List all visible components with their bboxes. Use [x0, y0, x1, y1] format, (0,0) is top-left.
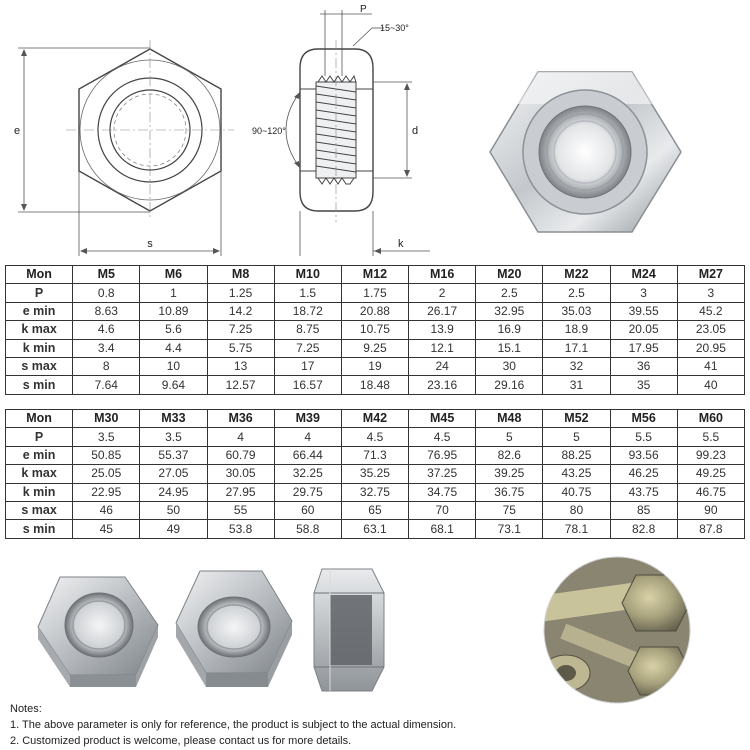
table-cell: 45.2 — [677, 302, 744, 320]
label-s: s — [147, 238, 153, 250]
table-cell: 78.1 — [543, 520, 610, 538]
table-cell: 43.75 — [610, 483, 677, 501]
table-cell: 93.56 — [610, 446, 677, 464]
notes-title: Notes: — [10, 703, 42, 715]
row-label: k max — [6, 465, 73, 483]
table-cell: 60 — [274, 501, 341, 519]
table-cell: 76.95 — [409, 446, 476, 464]
table-cell: 45 — [73, 520, 140, 538]
table-cell: 66.44 — [274, 446, 341, 464]
table-row — [6, 501, 745, 519]
table-cell: 36.75 — [476, 483, 543, 501]
table-cell: 85 — [610, 501, 677, 519]
header-size: M30 — [73, 410, 140, 428]
table-cell: 18.72 — [274, 302, 341, 320]
table-cell: 34.75 — [409, 483, 476, 501]
table-cell: 36 — [610, 357, 677, 375]
header-size: M24 — [610, 266, 677, 284]
table-cell: 87.8 — [677, 520, 744, 538]
table-cell: 7.64 — [73, 376, 140, 394]
table-cell: 31 — [543, 376, 610, 394]
header-size: M16 — [409, 266, 476, 284]
header-size: M6 — [140, 266, 207, 284]
hex-nut-photo-tilted — [176, 571, 292, 687]
table-row — [6, 339, 745, 357]
header-size: M45 — [409, 410, 476, 428]
table-cell: 13 — [207, 357, 274, 375]
table-cell: 1.5 — [274, 284, 341, 302]
table-cell: 4.5 — [341, 428, 408, 446]
table-cell: 32.75 — [341, 483, 408, 501]
table-cell: 9.25 — [341, 339, 408, 357]
table-cell: 46.75 — [677, 483, 744, 501]
table-cell: 50.85 — [73, 446, 140, 464]
table-cell: 8.63 — [73, 302, 140, 320]
table-cell: 3.4 — [73, 339, 140, 357]
header-size: M10 — [274, 266, 341, 284]
header-size: M22 — [543, 266, 610, 284]
header-size: M20 — [476, 266, 543, 284]
table-cell: 82.6 — [476, 446, 543, 464]
front-view — [18, 40, 234, 256]
table-cell: 22.95 — [73, 483, 140, 501]
row-label: P — [6, 284, 73, 302]
label-chamfer: 15~30° — [380, 23, 409, 33]
table-cell: 5 — [543, 428, 610, 446]
table-cell: 14.2 — [207, 302, 274, 320]
table-cell: 32.25 — [274, 465, 341, 483]
table-cell: 99.23 — [677, 446, 744, 464]
row-label: k min — [6, 483, 73, 501]
header-size: M52 — [543, 410, 610, 428]
bolts-circle-photo — [539, 555, 700, 705]
table-cell: 63.1 — [341, 520, 408, 538]
side-view — [286, 10, 430, 256]
table-cell: 39.55 — [610, 302, 677, 320]
table-cell: 3 — [677, 284, 744, 302]
table-cell: 10.75 — [341, 321, 408, 339]
table-cell: 39.25 — [476, 465, 543, 483]
row-label: P — [6, 428, 73, 446]
table-cell: 10.89 — [140, 302, 207, 320]
table-cell: 60.79 — [207, 446, 274, 464]
table-row — [6, 465, 745, 483]
table-cell: 55.37 — [140, 446, 207, 464]
table-cell: 13.9 — [409, 321, 476, 339]
table-cell: 4.5 — [409, 428, 476, 446]
row-label: s min — [6, 520, 73, 538]
table-cell: 46 — [73, 501, 140, 519]
table-cell: 0.8 — [73, 284, 140, 302]
table-cell: 15.1 — [476, 339, 543, 357]
table-cell: 65 — [341, 501, 408, 519]
table-cell: 10 — [140, 357, 207, 375]
table-cell: 12.57 — [207, 376, 274, 394]
table-cell: 17.95 — [610, 339, 677, 357]
table-cell: 2.5 — [543, 284, 610, 302]
header-size: M39 — [274, 410, 341, 428]
label-e: e — [14, 125, 21, 137]
table-row — [6, 376, 745, 394]
note-item: 2. Customized product is welcome, please contact us for more details. — [10, 735, 352, 747]
table-cell: 23.05 — [677, 321, 744, 339]
table-cell: 20.95 — [677, 339, 744, 357]
header-size: M42 — [341, 410, 408, 428]
table-cell: 41 — [677, 357, 744, 375]
table-cell: 25.05 — [73, 465, 140, 483]
table-cell: 20.05 — [610, 321, 677, 339]
table-cell: 27.05 — [140, 465, 207, 483]
table-cell: 1.75 — [341, 284, 408, 302]
table-cell: 40.75 — [543, 483, 610, 501]
header-label: Mon — [6, 266, 73, 284]
table-row — [6, 357, 745, 375]
header-size: M12 — [341, 266, 408, 284]
table-row — [6, 321, 745, 339]
row-label: e min — [6, 302, 73, 320]
table-row — [6, 520, 745, 538]
table-cell: 68.1 — [409, 520, 476, 538]
row-label: k max — [6, 321, 73, 339]
table-cell: 9.64 — [140, 376, 207, 394]
label-angle: 90~120° — [252, 126, 286, 136]
table-cell: 12.1 — [409, 339, 476, 357]
spec-table-1 — [5, 265, 745, 395]
table-cell: 37.25 — [409, 465, 476, 483]
table-row — [6, 284, 745, 302]
header-size: M27 — [677, 266, 744, 284]
table-cell: 24 — [409, 357, 476, 375]
technical-drawing — [0, 0, 750, 262]
table-cell: 27.95 — [207, 483, 274, 501]
table-cell: 4 — [207, 428, 274, 446]
table-cell: 7.25 — [207, 321, 274, 339]
table-cell: 32.95 — [476, 302, 543, 320]
table-cell: 40 — [677, 376, 744, 394]
header-size: M60 — [677, 410, 744, 428]
table-cell: 5 — [476, 428, 543, 446]
table-cell: 3 — [610, 284, 677, 302]
table-cell: 32 — [543, 357, 610, 375]
table-cell: 50 — [140, 501, 207, 519]
table-cell: 30.05 — [207, 465, 274, 483]
table-cell: 35.25 — [341, 465, 408, 483]
row-label: k min — [6, 339, 73, 357]
table-cell: 55 — [207, 501, 274, 519]
table-cell: 5.75 — [207, 339, 274, 357]
table-cell: 16.57 — [274, 376, 341, 394]
table-cell: 2.5 — [476, 284, 543, 302]
note-item: 1. The above parameter is only for reference, the product is subject to the actual dimension. — [10, 719, 457, 731]
table-cell: 8.75 — [274, 321, 341, 339]
table-cell: 3.5 — [140, 428, 207, 446]
table-cell: 2 — [409, 284, 476, 302]
table-cell: 29.75 — [274, 483, 341, 501]
row-label: e min — [6, 446, 73, 464]
header-size: M8 — [207, 266, 274, 284]
table-cell: 90 — [677, 501, 744, 519]
hex-nut-photo-angled — [38, 577, 158, 687]
table-row — [6, 483, 745, 501]
table-cell: 5.6 — [140, 321, 207, 339]
table-row — [6, 428, 745, 446]
table-cell: 18.48 — [341, 376, 408, 394]
table-cell: 73.1 — [476, 520, 543, 538]
table-row — [6, 446, 745, 464]
table-cell: 49.25 — [677, 465, 744, 483]
table-cell: 29.16 — [476, 376, 543, 394]
table-header-row — [6, 410, 745, 428]
table-header-row — [6, 266, 745, 284]
notes — [10, 701, 456, 749]
table-cell: 5.5 — [610, 428, 677, 446]
table-cell: 71.3 — [341, 446, 408, 464]
table-cell: 35.03 — [543, 302, 610, 320]
table-cell: 16.9 — [476, 321, 543, 339]
table-cell: 88.25 — [543, 446, 610, 464]
table-cell: 35 — [610, 376, 677, 394]
table-cell: 43.25 — [543, 465, 610, 483]
table-cell: 80 — [543, 501, 610, 519]
header-size: M5 — [73, 266, 140, 284]
row-label: s max — [6, 501, 73, 519]
table-cell: 17.1 — [543, 339, 610, 357]
row-label: s max — [6, 357, 73, 375]
table-cell: 75 — [476, 501, 543, 519]
table-cell: 18.9 — [543, 321, 610, 339]
table-cell: 4 — [274, 428, 341, 446]
table-cell: 82.8 — [610, 520, 677, 538]
table-cell: 4.4 — [140, 339, 207, 357]
header-size: M48 — [476, 410, 543, 428]
label-k: k — [398, 238, 404, 250]
table-cell: 5.5 — [677, 428, 744, 446]
header-label: Mon — [6, 410, 73, 428]
table-cell: 8 — [73, 357, 140, 375]
table-cell: 4.6 — [73, 321, 140, 339]
table-cell: 53.8 — [207, 520, 274, 538]
spec-table-2 — [5, 409, 745, 539]
table-cell: 46.25 — [610, 465, 677, 483]
table-cell: 1.25 — [207, 284, 274, 302]
table-cell: 26.17 — [409, 302, 476, 320]
table-cell: 70 — [409, 501, 476, 519]
table-cell: 17 — [274, 357, 341, 375]
product-photos — [0, 555, 750, 705]
table-cell: 3.5 — [73, 428, 140, 446]
table-cell: 19 — [341, 357, 408, 375]
table-cell: 24.95 — [140, 483, 207, 501]
table-row — [6, 302, 745, 320]
header-size: M33 — [140, 410, 207, 428]
table-cell: 7.25 — [274, 339, 341, 357]
header-size: M56 — [610, 410, 677, 428]
row-label: s min — [6, 376, 73, 394]
table-cell: 49 — [140, 520, 207, 538]
table-cell: 30 — [476, 357, 543, 375]
header-size: M36 — [207, 410, 274, 428]
label-d: d — [412, 125, 419, 137]
table-cell: 20.88 — [341, 302, 408, 320]
label-p: P — [360, 4, 367, 15]
table-cell: 58.8 — [274, 520, 341, 538]
hex-nut-photo-top — [490, 72, 681, 232]
hex-nut-photo-side — [314, 569, 384, 691]
table-cell: 1 — [140, 284, 207, 302]
table-cell: 23.16 — [409, 376, 476, 394]
